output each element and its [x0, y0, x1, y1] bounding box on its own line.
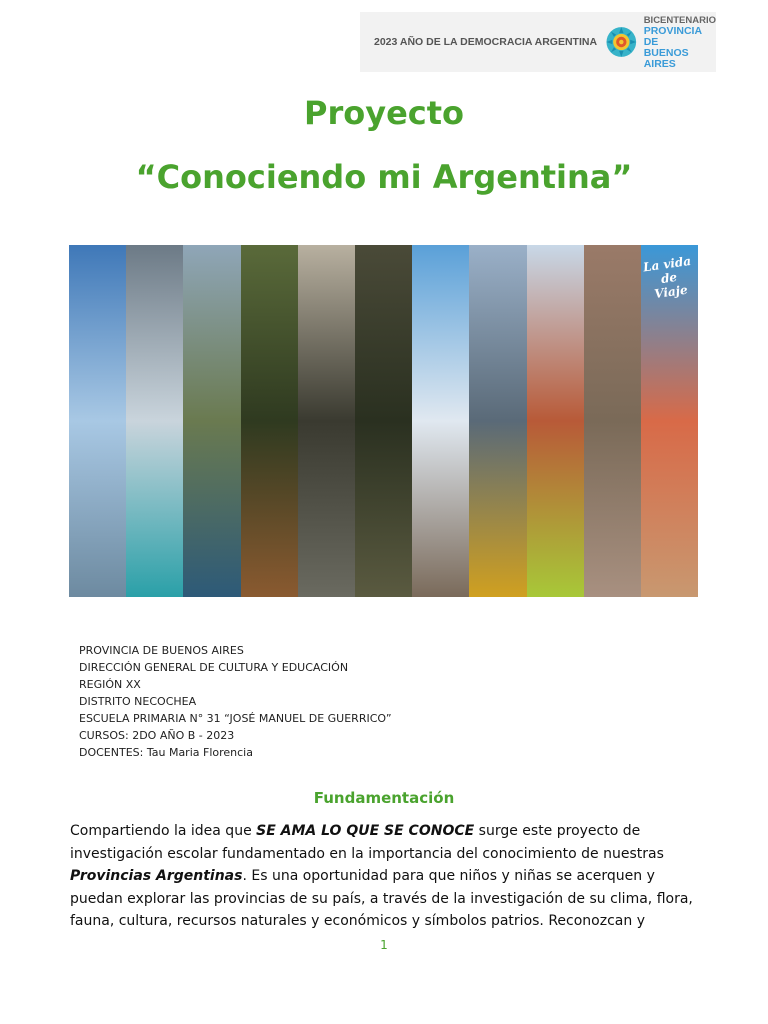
landscape-strip	[69, 245, 126, 597]
bicentenario-logo-text	[644, 15, 716, 70]
paragraph-line-5: fauna, cultura, recursos naturales y económicos y símbolos patrios. Reconozcan y	[70, 913, 645, 929]
page-number: 1	[380, 938, 388, 952]
header-banner	[360, 12, 716, 72]
landscape-strip	[527, 245, 584, 597]
info-line: DISTRITO NECOCHEA	[79, 695, 197, 708]
landscape-strip	[584, 245, 641, 597]
collage-overlay-text: La vida de Viaje	[642, 253, 692, 302]
info-line: CURSOS: 2DO AÑO B - 2023	[79, 729, 235, 742]
landscape-collage-image	[69, 245, 698, 597]
info-line: REGIÓN XX	[79, 678, 141, 691]
landscape-strip	[469, 245, 526, 597]
section-heading: Fundamentación	[313, 789, 455, 807]
landscape-strip	[355, 245, 412, 597]
info-line: ESCUELA PRIMARIA N° 31 “JOSÉ MANUEL DE GUERRICO”	[79, 712, 392, 725]
project-name: “Conociendo mi Argentina”	[135, 158, 633, 196]
banner-text: 2023 AÑO DE LA DEMOCRACIA ARGENTINA	[374, 36, 598, 48]
landscape-strip	[641, 245, 698, 597]
info-line: DOCENTES: Tau Maria Florencia	[79, 746, 253, 759]
logo-line-2: PROVINCIA DE	[643, 24, 702, 48]
landscape-strip	[298, 245, 355, 597]
info-line: PROVINCIA DE BUENOS AIRES	[79, 644, 244, 657]
landscape-strip	[241, 245, 298, 597]
sun-logo-icon	[605, 20, 638, 64]
paragraph-text: surge este proyecto de	[474, 823, 641, 839]
logo-line-1: BICENTENARIO	[643, 14, 716, 26]
paragraph-line-1	[70, 820, 710, 843]
landscape-strip	[126, 245, 183, 597]
body-paragraph	[70, 820, 710, 933]
emphasis-text: Provincias Argentinas	[70, 868, 243, 884]
landscape-strip	[412, 245, 469, 597]
paragraph-text: . Es una oportunidad para que niños y niñas se acerquen y	[242, 868, 655, 884]
school-info	[79, 642, 392, 761]
paragraph-line-2: investigación escolar fundamentado en la importancia del conocimiento de nuestras	[70, 845, 664, 862]
paragraph-line-4: puedan explorar las provincias de su país, a través de la investigación de su clima, flora,	[70, 890, 693, 907]
paragraph-line-3	[70, 865, 710, 888]
info-line: DIRECCIÓN GENERAL DE CULTURA Y EDUCACIÓN	[79, 661, 349, 674]
logo-line-3: BUENOS AIRES	[643, 46, 689, 70]
emphasis-text: SE AMA LO QUE SE CONOCE	[256, 823, 475, 839]
page-title: Proyecto	[303, 94, 465, 132]
paragraph-text: Compartiendo la idea que	[70, 823, 257, 839]
landscape-strip	[183, 245, 240, 597]
